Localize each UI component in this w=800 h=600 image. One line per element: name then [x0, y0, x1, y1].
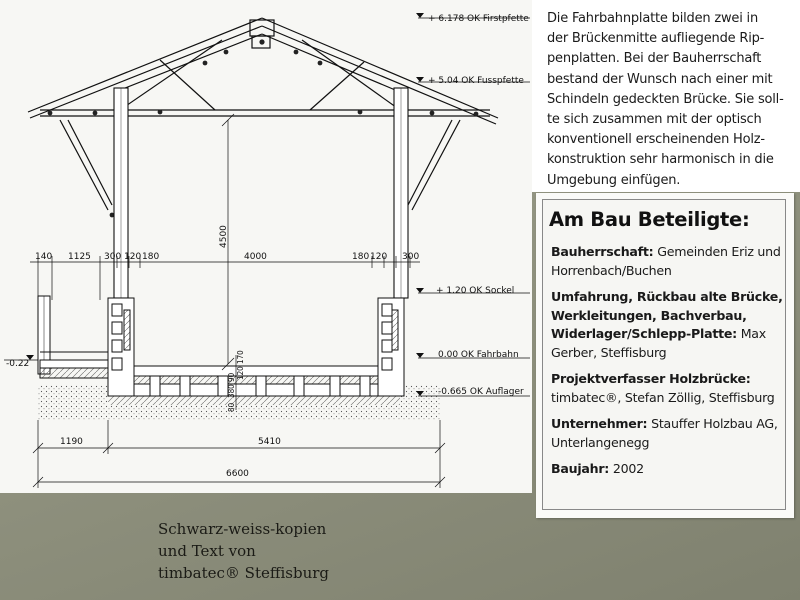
participant-name: Gemeinden Eriz und Horrenbach/Buchen [551, 244, 781, 278]
participant-role: Bauherrschaft: [551, 244, 654, 259]
caption-line: Schwarz-weiss-kopien [158, 520, 327, 538]
participants-clipping [536, 193, 794, 518]
caption-line: timbatec® Steffisburg [158, 564, 330, 582]
dim-label: 180 [142, 252, 160, 262]
article-line: Die Fahrbahnplatte bilden zwei in [547, 11, 758, 26]
article-paragraph [547, 9, 787, 191]
participant-name: timbatec®, Stefan Zöllig, Steffisburg [551, 389, 775, 405]
article-line: konstruktion sehr harmonisch in die [547, 152, 774, 168]
dim-label: 120 [236, 366, 245, 380]
article-line: penplatten. Bei der Bauherrschaft [547, 51, 762, 67]
dim-label: 180 [352, 252, 370, 262]
participant-entry [551, 288, 783, 362]
elevation-eave: + 5.04 OK Fusspfette [428, 76, 524, 86]
elevation-left-offset: -0.22 [6, 359, 30, 369]
dim-label: 80 [227, 402, 236, 412]
participants-list [551, 243, 783, 487]
participant-role: Unternehmer: [551, 416, 648, 431]
top-dimension-row [35, 252, 419, 262]
participant-entry [551, 415, 783, 452]
dim-label: 380 [227, 384, 236, 398]
participant-entry [551, 243, 783, 280]
participant-name: 2002 [609, 461, 644, 476]
roof-structure [28, 18, 498, 210]
participant-entry [551, 370, 783, 407]
article-line: Schindeln gedeckten Brücke. Sie soll- [547, 91, 784, 107]
elevation-ridge: + 6.178 OK Firstpfette [428, 14, 529, 24]
participant-name: Stauffer Holzbau AG, Unterlangenegg [551, 416, 778, 450]
participant-role: Projektverfasser Holzbrücke: [551, 371, 751, 386]
participants-title: Am Bau Beteiligte: [549, 208, 750, 231]
dim-label: 140 [35, 252, 53, 262]
dim-label: 120 [124, 252, 142, 262]
article-paragraph-clipping [532, 0, 800, 192]
participant-role: Umfahrung, Rückbau alte Brücke, Werkleitungen, Bachverbau, Widerlager/Schlepp-Platte: [551, 289, 783, 341]
posts [114, 88, 408, 298]
article-line: te sich zusammen mit der optisch [547, 112, 762, 128]
dim-label: 300 [104, 252, 122, 262]
participant-role: Baujahr: [551, 461, 610, 476]
article-line: bestand der Wunsch nach einer mit [547, 71, 773, 87]
participant-entry [551, 460, 783, 479]
elevation-bearing: -0.665 OK Auflager [438, 387, 524, 397]
height-dimension: 4500 [219, 225, 229, 248]
article-line: Umgebung einfügen. [547, 172, 681, 188]
dim-1190: 1190 [60, 437, 83, 447]
caption-line: und Text von [158, 542, 256, 560]
article-line: der Brückenmitte aufliegende Rip- [547, 31, 765, 47]
dim-label: 170 [236, 350, 245, 364]
dim-label: 90 [227, 372, 236, 382]
elevation-deck: 0.00 OK Fahrbahn [438, 350, 519, 360]
slide-caption [158, 518, 418, 584]
article-line: konventionell erscheinenden Holz- [547, 132, 765, 148]
dim-label: 4000 [244, 252, 267, 262]
dim-5410: 5410 [258, 437, 281, 447]
participants-box [542, 199, 786, 510]
dim-label: 1125 [68, 252, 91, 262]
dim-total-width: 6600 [226, 469, 249, 479]
roof-bolts [48, 39, 479, 217]
elevation-markers [26, 13, 424, 396]
elevation-plinth: + 1.20 OK Sockel [436, 286, 515, 296]
participant-name: Max Gerber, Steffisburg [551, 326, 766, 360]
dim-label: 120 [370, 252, 388, 262]
dim-label: 300 [402, 252, 420, 262]
